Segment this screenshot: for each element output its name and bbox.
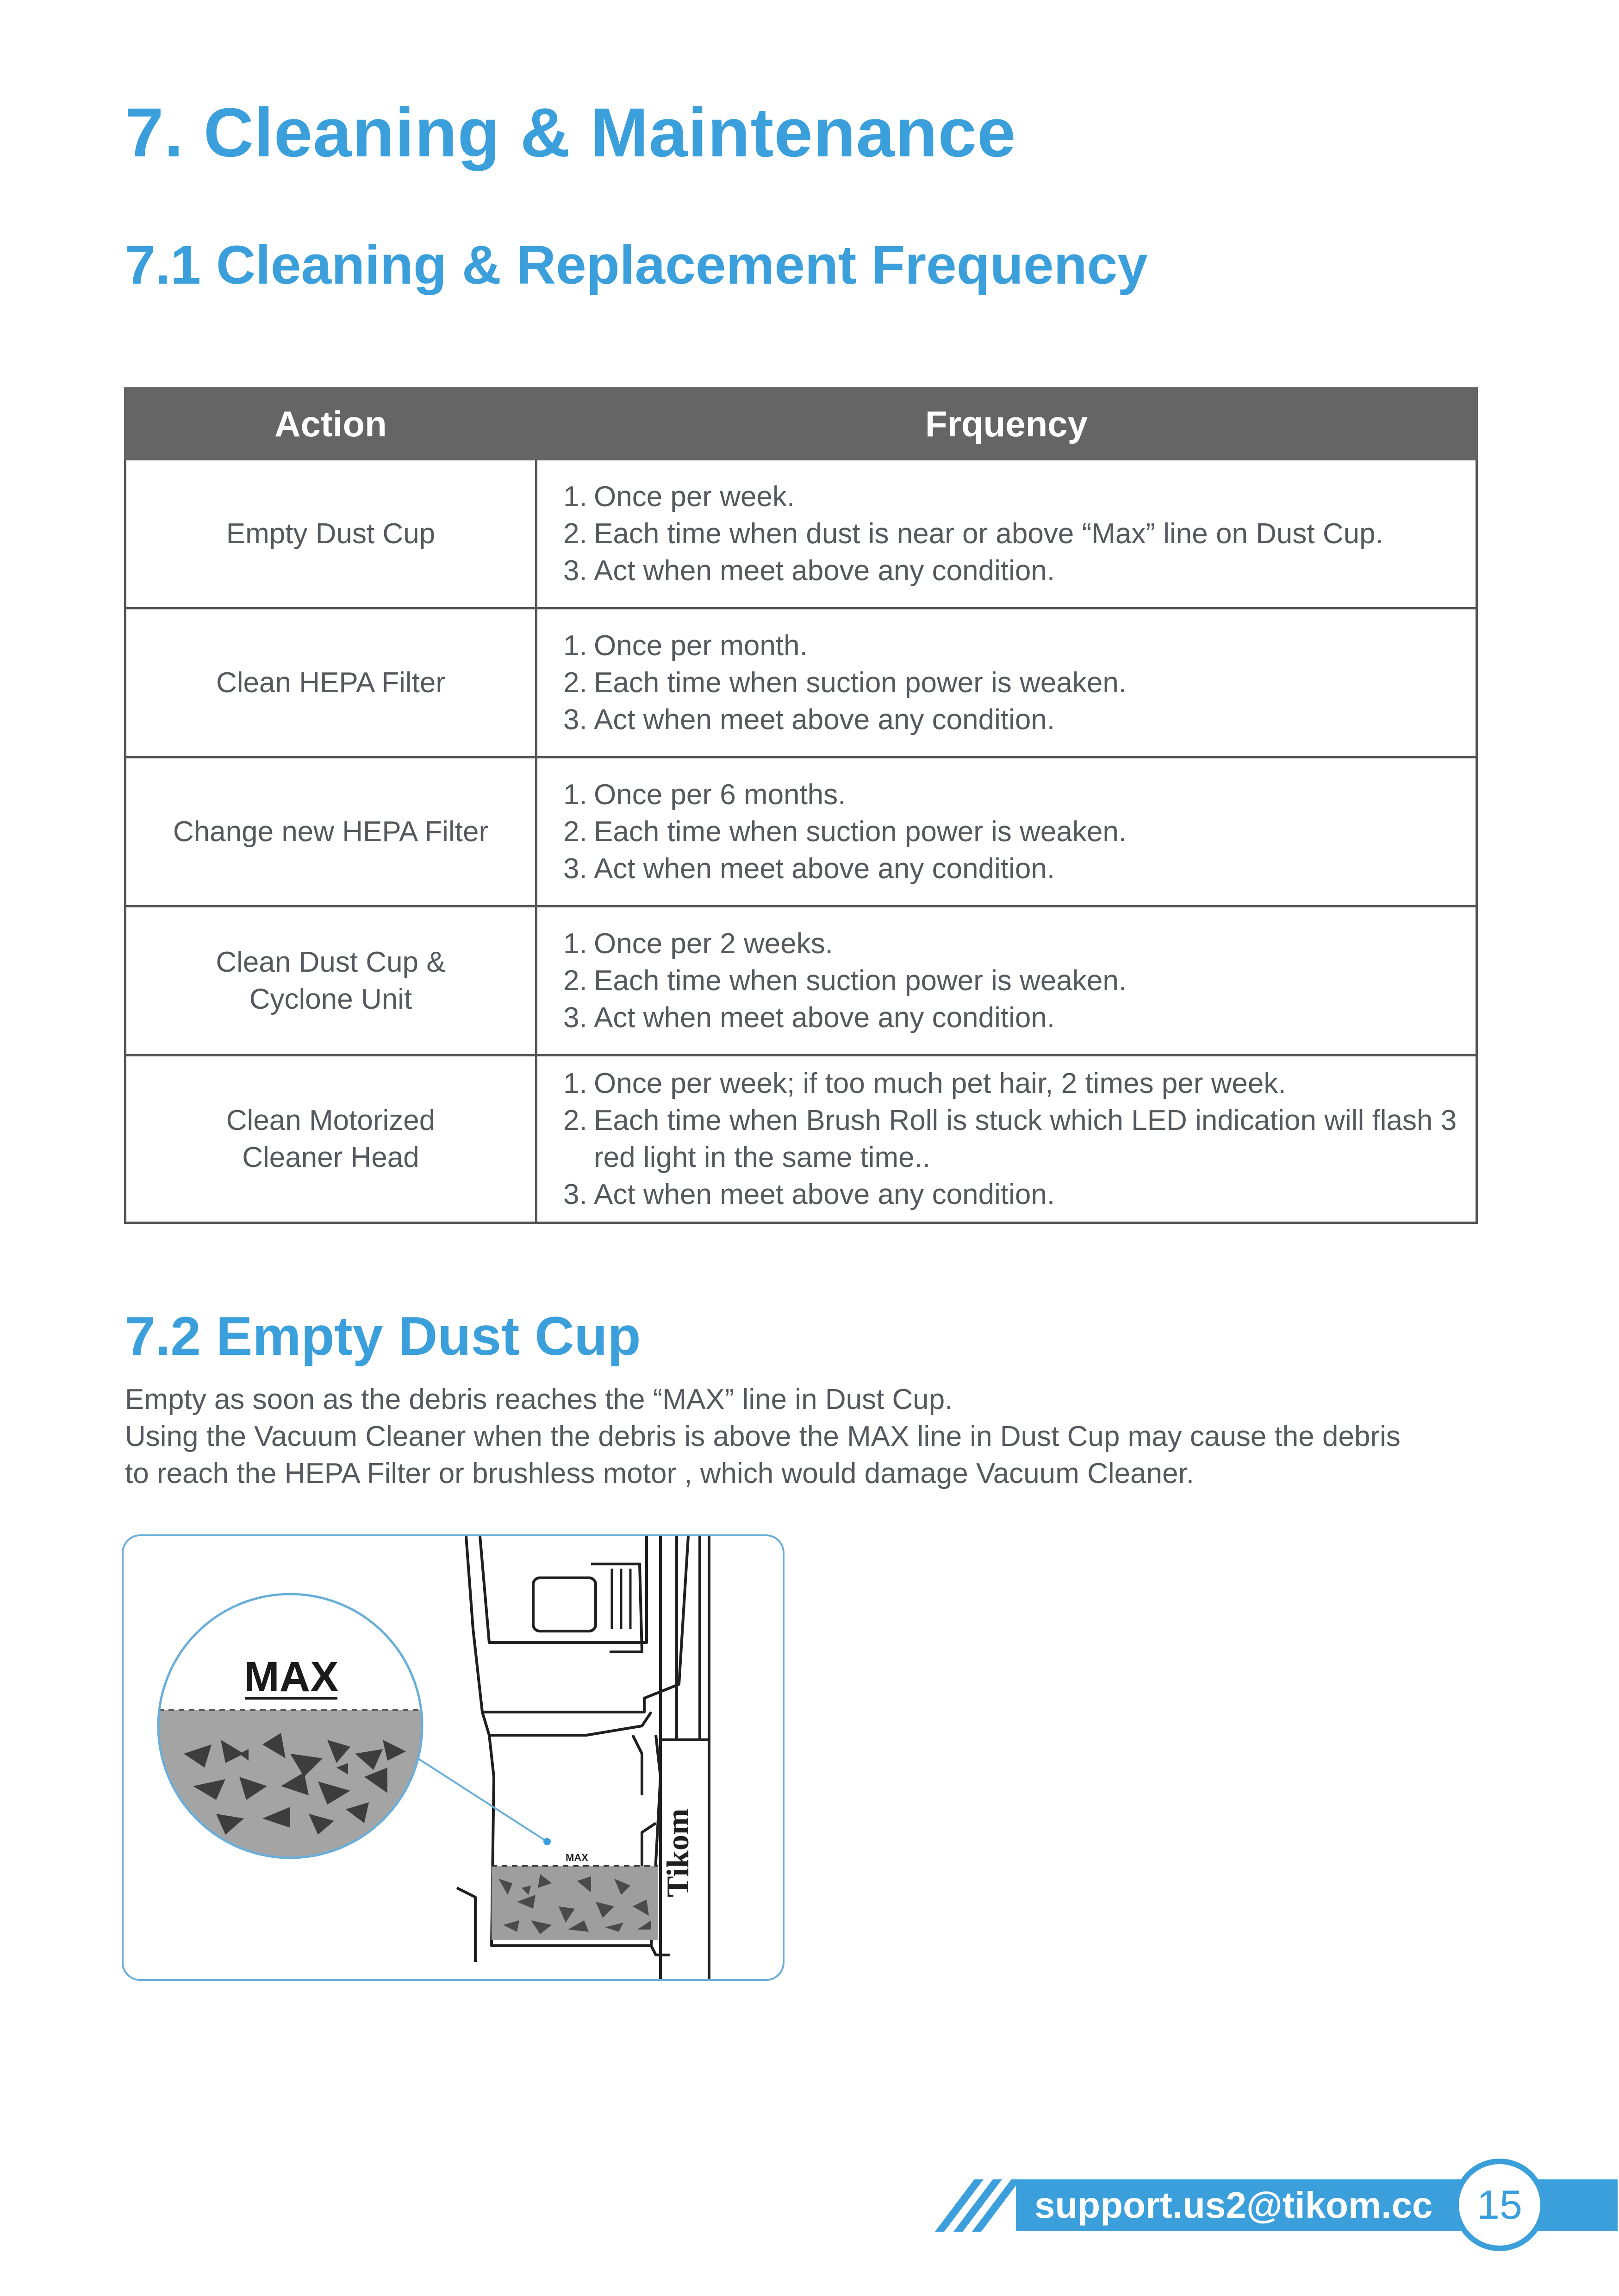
item-text: Act when meet above any condition.	[594, 1001, 1055, 1034]
action-cell	[125, 1055, 536, 1223]
item-number: 1.	[563, 927, 587, 960]
item-text: Once per 2 weeks.	[594, 927, 833, 960]
item-text: Once per week; if too much pet hair, 2 times per week.	[594, 1067, 1286, 1099]
callout-line	[411, 1754, 547, 1842]
paragraph-line: Empty as soon as the debris reaches the “MAX” line in Dust Cup.	[125, 1384, 953, 1415]
item-number: 2.	[563, 666, 587, 699]
cup-max-label: MAX	[566, 1852, 588, 1863]
item-number: 2.	[563, 517, 587, 550]
frequency-item	[563, 925, 1457, 962]
action-cell	[125, 906, 536, 1055]
item-number: 3.	[563, 1001, 587, 1034]
frequency-item	[563, 962, 1457, 999]
frequency-item	[563, 478, 1457, 515]
action-line: Clean Motorized	[226, 1104, 436, 1136]
item-number: 2.	[563, 964, 587, 997]
action-line: Cleaner Head	[242, 1141, 419, 1173]
page-title: 7. Cleaning & Maintenance	[125, 93, 1016, 171]
item-number: 1.	[563, 778, 587, 811]
frequency-cell	[536, 608, 1477, 757]
item-number: 2.	[563, 815, 587, 848]
table-body	[125, 459, 1477, 1223]
frequency-cell	[536, 1055, 1477, 1223]
item-number: 1.	[563, 480, 587, 513]
callout-dot	[543, 1838, 551, 1845]
table-header-row	[125, 389, 1477, 459]
frequency-item	[563, 1102, 1457, 1176]
frequency-item	[563, 627, 1457, 664]
action-cell	[125, 459, 536, 608]
frequency-cell	[536, 459, 1477, 608]
item-text: Act when meet above any condition.	[594, 554, 1055, 587]
frequency-item	[563, 701, 1457, 738]
frequency-item	[563, 1065, 1457, 1102]
action-line: Clean HEPA Filter	[216, 666, 446, 699]
frequency-item	[563, 664, 1457, 701]
page-number: 15	[1453, 2159, 1546, 2251]
item-number: 2.	[563, 1104, 587, 1136]
action-cell	[125, 757, 536, 906]
frequency-table	[124, 387, 1478, 1224]
table-row	[125, 757, 1477, 906]
frequency-item	[563, 1176, 1457, 1213]
item-number: 3.	[563, 554, 587, 587]
item-text: Act when meet above any condition.	[594, 852, 1055, 885]
table-row	[125, 906, 1477, 1055]
item-text: Once per month.	[594, 629, 808, 662]
dust-cup-illustration	[122, 1534, 785, 1981]
item-text: Once per week.	[594, 480, 795, 513]
brand-logo: Tikom	[660, 1808, 695, 1897]
support-email[interactable]: support.us2@tikom.cc	[1034, 2184, 1433, 2226]
table-row	[125, 1055, 1477, 1223]
action-line: Empty Dust Cup	[226, 517, 436, 550]
column-header-action: Action	[125, 389, 536, 459]
column-header-frequency: Frquency	[536, 389, 1477, 459]
item-number: 3.	[563, 703, 587, 736]
frequency-item	[563, 850, 1457, 887]
zoom-max-label: MAX	[244, 1653, 339, 1700]
frequency-item	[563, 776, 1457, 813]
frequency-cell	[536, 906, 1477, 1055]
vacuum-drawing	[124, 1536, 785, 1981]
section-heading-empty-dust-cup: 7.2 Empty Dust Cup	[125, 1306, 641, 1367]
instruction-paragraph	[125, 1381, 1421, 1492]
item-text: Each time when dust is near or above “Max” line on Dust Cup.	[594, 517, 1383, 550]
action-line: Change new HEPA Filter	[173, 815, 489, 848]
item-text: Each time when suction power is weaken.	[594, 964, 1127, 997]
frequency-item	[563, 552, 1457, 590]
frequency-cell	[536, 757, 1477, 906]
zoom-circle	[151, 1594, 429, 1867]
item-text: Each time when suction power is weaken.	[594, 666, 1127, 699]
table-row	[125, 608, 1477, 757]
footer-stripes-icon	[935, 2177, 1027, 2237]
action-line: Cyclone Unit	[249, 983, 412, 1015]
item-text: Each time when suction power is weaken.	[594, 815, 1127, 848]
paragraph-line: Using the Vacuum Cleaner when the debris is above the MAX line in Dust Cup may cause the debris to reach the HEPA Filter or brushless motor , which would damage Vacuum Cleaner.	[125, 1421, 1401, 1489]
vent-lines	[612, 1569, 630, 1629]
item-number: 1.	[563, 629, 587, 662]
action-line: Clean Dust Cup &	[216, 946, 446, 978]
section-heading-frequency: 7.1 Cleaning & Replacement Frequency	[125, 235, 1148, 296]
item-text: Act when meet above any condition.	[594, 703, 1055, 736]
frequency-item	[563, 999, 1457, 1036]
item-number: 3.	[563, 852, 587, 885]
table-row	[125, 459, 1477, 608]
frequency-item	[563, 515, 1457, 552]
item-number: 3.	[563, 1178, 587, 1210]
item-text: Once per 6 months.	[594, 778, 846, 811]
item-text: Act when meet above any condition.	[594, 1178, 1055, 1210]
item-text: Each time when Brush Roll is stuck which LED indication will flash 3 red light in the same time..	[594, 1104, 1457, 1173]
item-number: 1.	[563, 1067, 587, 1099]
frequency-item	[563, 813, 1457, 850]
action-cell	[125, 608, 536, 757]
